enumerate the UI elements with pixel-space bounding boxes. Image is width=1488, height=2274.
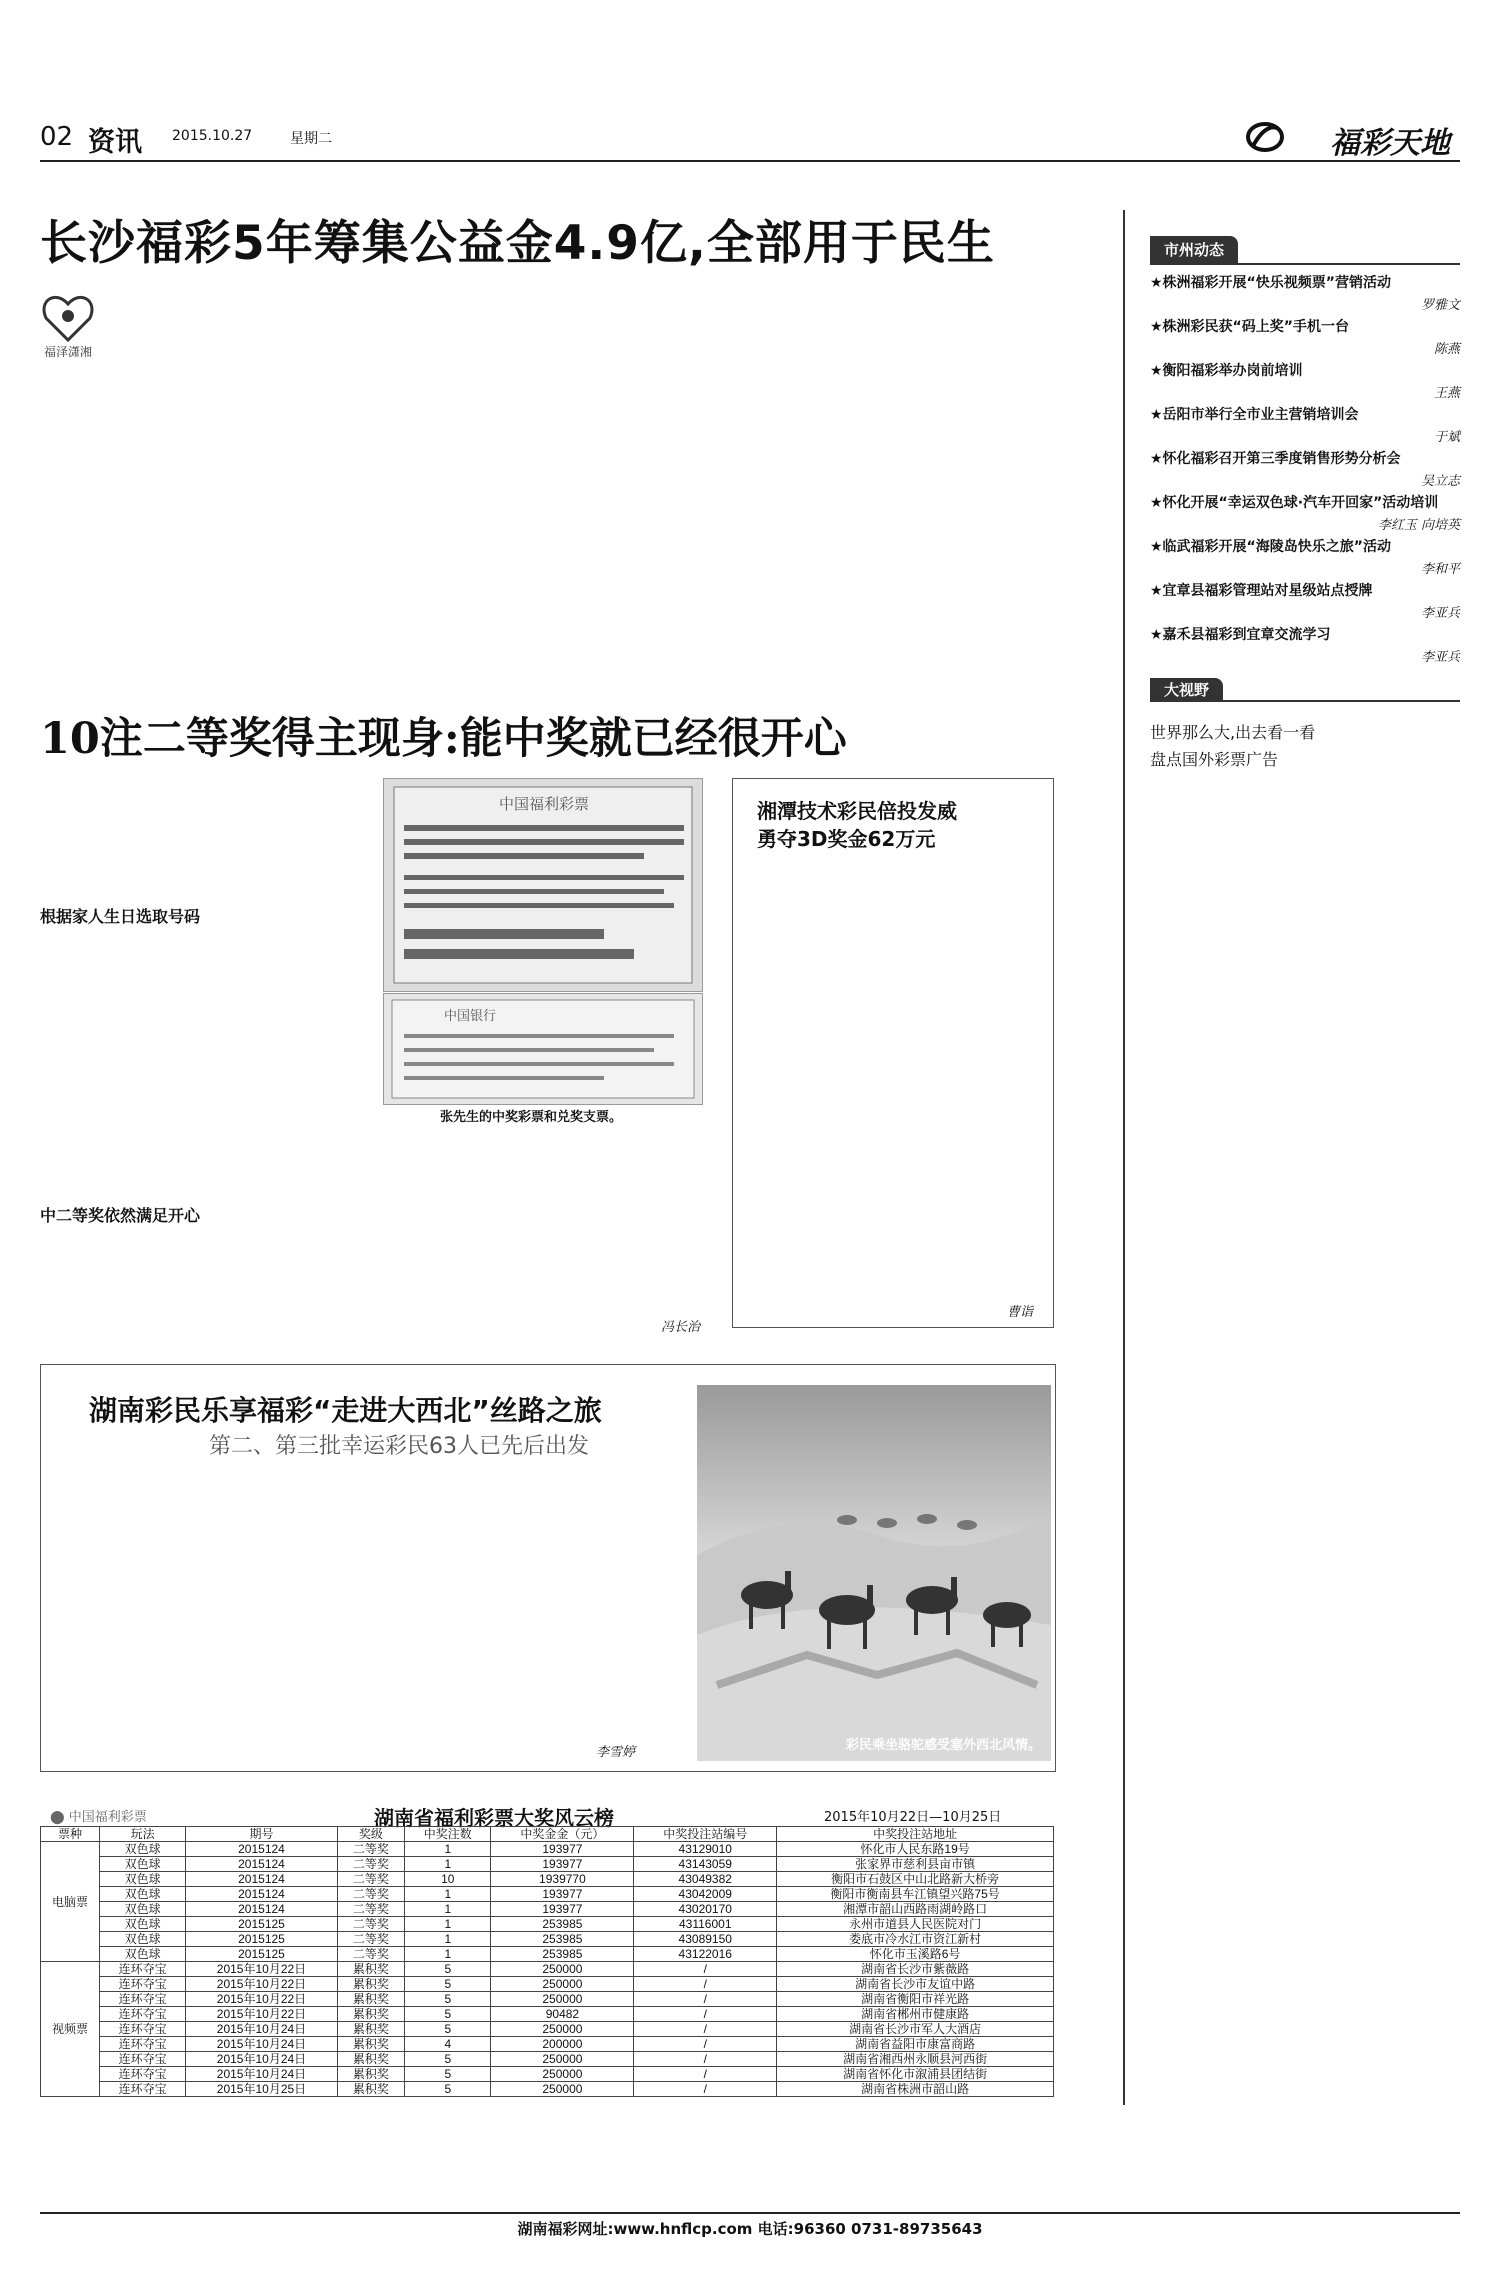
table-cell: 5 (405, 2052, 491, 2067)
table-cell: 双色球 (100, 1932, 186, 1947)
table-cell: 湖南省长沙市军人大酒店 (777, 2022, 1054, 2037)
table-cell: 2015124 (186, 1902, 337, 1917)
table-cell: 2015年10月25日 (186, 2082, 337, 2097)
table-cell: 43042009 (634, 1887, 777, 1902)
table-cell: 湖南省湘西州永顺县河西街 (777, 2052, 1054, 2067)
table-cell: 193977 (491, 1842, 634, 1857)
table-cell: 衡阳市石鼓区中山北路新大桥旁 (777, 1872, 1054, 1887)
prize-table-section (40, 1800, 1054, 2200)
table-row (41, 1962, 1054, 1977)
table-cell: 湖南省株洲市韶山路 (777, 2082, 1054, 2097)
news-item (1150, 405, 1460, 445)
table-cell: 5 (405, 1992, 491, 2007)
news-author: 于斌 (1433, 430, 1460, 445)
article3-box (732, 778, 1054, 1328)
table-cell: 1 (405, 1932, 491, 1947)
news-item (1150, 537, 1460, 577)
news-headline: ★临武福彩开展“海陵岛快乐之旅”活动 (1150, 539, 1391, 555)
table-row (41, 1992, 1054, 2007)
table-cell: 1 (405, 1917, 491, 1932)
table-cell: 2015年10月24日 (186, 2052, 337, 2067)
news-item (1150, 625, 1460, 665)
table-cell: 二等奖 (337, 1902, 405, 1917)
table-row (41, 1917, 1054, 1932)
table-cell: 43089150 (634, 1932, 777, 1947)
news-author: 李和平 (1420, 562, 1460, 577)
table-cell: 2015125 (186, 1917, 337, 1932)
table-cell: 双色球 (100, 1917, 186, 1932)
news-headline: ★株洲彩民获“码上奖”手机一台 (1150, 319, 1349, 335)
brand-name: 福彩天地 (1330, 126, 1450, 161)
news-item (1150, 273, 1460, 313)
article4-author: 李雪婷 (595, 1745, 635, 1760)
table-cell: 衡阳市衡南县车江镇望兴路75号 (777, 1887, 1054, 1902)
table-cell: / (634, 2067, 777, 2082)
svg-text:中国福利彩票: 中国福利彩票 (498, 795, 590, 813)
table-logo-icon: ⬤ (50, 1810, 69, 1825)
table-cell: 2015年10月22日 (186, 1962, 337, 1977)
brand-logo-icon (1245, 120, 1285, 154)
table-cell: 累积奖 (337, 2082, 405, 2097)
table-cell: 双色球 (100, 1872, 186, 1887)
table-cell: 湖南省长沙市友谊中路 (777, 1977, 1054, 1992)
table-cell: 43122016 (634, 1947, 777, 1962)
table-cell: 5 (405, 2022, 491, 2037)
prize-check-image (383, 993, 703, 1105)
table-cell: 1939770 (491, 1872, 634, 1887)
table-row (41, 2052, 1054, 2067)
table-cell: 1 (405, 1857, 491, 1872)
page-header (40, 118, 1460, 162)
table-cell: / (634, 2007, 777, 2022)
table-header-row (41, 1827, 1054, 1842)
table-cell: 累积奖 (337, 2037, 405, 2052)
news-headline: ★嘉禾县福彩到宜章交流学习 (1150, 627, 1331, 643)
table-cell: 二等奖 (337, 1842, 405, 1857)
table-cell: 连环夺宝 (100, 2022, 186, 2037)
article1-col3 (734, 288, 1052, 628)
table-row (41, 1947, 1054, 1962)
table-cell: 二等奖 (337, 1932, 405, 1947)
table-cell: 湖南省长沙市紫薇路 (777, 1962, 1054, 1977)
table-cell: 连环夺宝 (100, 2037, 186, 2052)
news-headline: ★怀化开展“幸运双色球·汽车开回家”活动培训 (1150, 495, 1439, 511)
article1-col2 (382, 288, 702, 628)
table-cell: 250000 (491, 1977, 634, 1992)
table-cell: 2015124 (186, 1857, 337, 1872)
table-cell: 1 (405, 1887, 491, 1902)
table-cell: 250000 (491, 1962, 634, 1977)
bigview-title1: 世界那么大,出去看一看 (1150, 723, 1316, 742)
table-row (41, 1842, 1054, 1857)
sidebar-tag2-row (1150, 679, 1460, 700)
table-cell: 2015年10月22日 (186, 1977, 337, 1992)
col-header: 期号 (186, 1827, 337, 1842)
table-cell: 累积奖 (337, 1992, 405, 2007)
table-cell: 5 (405, 2067, 491, 2082)
table-row (41, 2037, 1054, 2052)
col-header: 中奖金金（元） (491, 1827, 634, 1842)
table-cell: 2015124 (186, 1872, 337, 1887)
sidebar-tag-bigview: 大视野 (1150, 678, 1223, 702)
lottery-ticket-image (383, 778, 703, 992)
table-cell: 累积奖 (337, 2067, 405, 2082)
table-row (41, 1977, 1054, 1992)
table-cell: 43020170 (634, 1902, 777, 1917)
table-cell: / (634, 2022, 777, 2037)
table-cell: 5 (405, 1977, 491, 1992)
table-row (41, 1902, 1054, 1917)
table-cell: / (634, 1992, 777, 2007)
table-cell: 43116001 (634, 1917, 777, 1932)
news-item (1150, 317, 1460, 357)
table-cell: 湘潭市韶山西路雨湖岭路口 (777, 1902, 1054, 1917)
article2-subheading2: 中二等奖依然满足开心 (40, 1206, 201, 1225)
table-cell: 1 (405, 1842, 491, 1857)
table-row (41, 2067, 1054, 2082)
news-item (1150, 493, 1460, 533)
table-row (41, 1872, 1054, 1887)
col-header: 奖级 (337, 1827, 405, 1842)
table-cell: 1 (405, 1947, 491, 1962)
col-header: 中奖投注站地址 (777, 1827, 1054, 1842)
table-cell: 2015年10月24日 (186, 2037, 337, 2052)
table-cell: 二等奖 (337, 1947, 405, 1962)
table-cell: 二等奖 (337, 1857, 405, 1872)
table-logo: ⬤ 中国福利彩票 (50, 1810, 147, 1825)
table-cell: 累积奖 (337, 2052, 405, 2067)
table-row (41, 1887, 1054, 1902)
table-cell: 2015年10月22日 (186, 2007, 337, 2022)
table-cell: 43143059 (634, 1857, 777, 1872)
table-cell: / (634, 1962, 777, 1977)
table-cell: 5 (405, 1962, 491, 1977)
table-period: 2015年10月22日—10月25日 (824, 1810, 1002, 1825)
table-cell: 2015125 (186, 1932, 337, 1947)
news-author: 王燕 (1433, 386, 1460, 401)
table-cell: 10 (405, 1872, 491, 1887)
table-cell: 250000 (491, 2067, 634, 2082)
table-cell: 双色球 (100, 1842, 186, 1857)
table-cell: 张家界市慈利县亩市镇 (777, 1857, 1054, 1872)
sidebar-tag-city: 市州动态 (1150, 236, 1238, 263)
column-divider (1123, 210, 1125, 2105)
table-cell: 二等奖 (337, 1887, 405, 1902)
svg-text:福泽潇湘: 福泽潇湘 (43, 345, 93, 359)
image-caption: 张先生的中奖彩票和兑奖支票。 (440, 1110, 623, 1125)
table-cell: 193977 (491, 1902, 634, 1917)
ticket-type-cell: 电脑票 (41, 1842, 100, 1962)
table-cell: 二等奖 (337, 1872, 405, 1887)
table-cell: 累积奖 (337, 2007, 405, 2022)
page-footer: 湖南福彩网址:www.hnflcp.com 电话:96360 0731-89735643 (40, 2212, 1460, 2242)
table-row (41, 1857, 1054, 1872)
page-number: 02 (40, 122, 74, 152)
article4-subtitle: 第二、第三批幸运彩民63人已先后出发 (209, 1434, 589, 1459)
table-cell: 湖南省郴州市健康路 (777, 2007, 1054, 2022)
table-cell: 253985 (491, 1947, 634, 1962)
col-header: 中奖注数 (405, 1827, 491, 1842)
ticket-type-cell: 视频票 (41, 1962, 100, 2097)
article3-author: 曹诣 (1006, 1305, 1033, 1320)
table-cell: 250000 (491, 1992, 634, 2007)
table-cell: 连环夺宝 (100, 1992, 186, 2007)
table-cell: 250000 (491, 2052, 634, 2067)
table-cell: 253985 (491, 1917, 634, 1932)
welfare-seal-logo (36, 290, 100, 362)
sidebar (1150, 236, 1460, 784)
table-cell: 连环夺宝 (100, 2067, 186, 2082)
table-cell: 双色球 (100, 1902, 186, 1917)
article2-author: 冯长治 (660, 1320, 700, 1335)
news-author: 李亚兵 (1420, 606, 1460, 621)
news-item (1150, 581, 1460, 621)
article1-col1 (110, 288, 340, 628)
table-cell: 4 (405, 2037, 491, 2052)
table-title: 湖南省福利彩票大奖风云榜 (374, 1806, 614, 1830)
article2-subheading1: 根据家人生日选取号码 (40, 907, 201, 926)
table-cell: 2015年10月22日 (186, 1992, 337, 2007)
table-row (41, 2082, 1054, 2097)
news-item (1150, 449, 1460, 489)
table-cell: 250000 (491, 2022, 634, 2037)
table-cell: / (634, 1977, 777, 1992)
table-cell: 200000 (491, 2037, 634, 2052)
table-cell: 2015年10月24日 (186, 2022, 337, 2037)
table-cell: 90482 (491, 2007, 634, 2022)
sidebar-tag1-row (1150, 236, 1460, 263)
table-cell: 253985 (491, 1932, 634, 1947)
news-author: 李亚兵 (1420, 650, 1460, 665)
table-row (41, 2007, 1054, 2022)
article3-title-line2: 勇夺3D奖金62万元 (757, 827, 936, 851)
news-headline: ★岳阳市举行全市业主营销培训会 (1150, 407, 1359, 423)
table-cell: 湖南省益阳市康富商路 (777, 2037, 1054, 2052)
news-author: 罗雅文 (1420, 298, 1460, 313)
article4-box (40, 1364, 1056, 1772)
table-cell: / (634, 2037, 777, 2052)
svg-text:中国银行: 中国银行 (444, 1009, 497, 1024)
prize-table (40, 1826, 1054, 2097)
table-cell: 累积奖 (337, 2022, 405, 2037)
table-cell: 双色球 (100, 1857, 186, 1872)
city-news-list (1150, 265, 1460, 665)
bigview-title2: 盘点国外彩票广告 (1150, 750, 1279, 769)
table-cell: 怀化市人民东路19号 (777, 1842, 1054, 1857)
table-cell: 湖南省怀化市溆浦县团结街 (777, 2067, 1054, 2082)
table-cell: 5 (405, 2082, 491, 2097)
issue-date: 2015.10.27 (172, 128, 253, 144)
table-row (41, 1932, 1054, 1947)
table-cell: 连环夺宝 (100, 1962, 186, 1977)
table-cell: 250000 (491, 2082, 634, 2097)
table-cell: 连环夺宝 (100, 2082, 186, 2097)
desert-camel-photo (697, 1385, 1051, 1761)
table-cell: 双色球 (100, 1947, 186, 1962)
news-author: 吴立志 (1420, 474, 1460, 489)
table-cell: 2015124 (186, 1842, 337, 1857)
table-cell: 2015124 (186, 1887, 337, 1902)
news-headline: ★宜章县福彩管理站对星级站点授牌 (1150, 583, 1373, 599)
news-author: 陈燕 (1433, 342, 1460, 357)
table-cell: 43129010 (634, 1842, 777, 1857)
table-cell: 二等奖 (337, 1917, 405, 1932)
table-cell: 累积奖 (337, 1962, 405, 1977)
news-author: 李红玉 向培英 (1377, 518, 1460, 533)
col-header: 玩法 (100, 1827, 186, 1842)
news-item (1150, 361, 1460, 401)
table-cell: 娄底市冷水江市资江新村 (777, 1932, 1054, 1947)
table-cell: 连环夺宝 (100, 2052, 186, 2067)
photo-caption: 彩民乘坐骆驼感受塞外西北风情。 (845, 1738, 1041, 1753)
table-cell: 累积奖 (337, 1977, 405, 1992)
article2-title: 10注二等奖得主现身:能中奖就已经很开心 (40, 714, 847, 764)
table-row (41, 2022, 1054, 2037)
news-headline: ★衡阳福彩举办岗前培训 (1150, 363, 1303, 379)
news-headline: ★怀化福彩召开第三季度销售形势分析会 (1150, 451, 1401, 467)
table-cell: / (634, 2052, 777, 2067)
col-header: 票种 (41, 1827, 100, 1842)
article3-title-line1: 湘潭技术彩民倍投发威 (757, 799, 957, 823)
table-cell: 43049382 (634, 1872, 777, 1887)
article4-title: 湖南彩民乐享福彩“走进大西北”丝路之旅 (89, 1394, 602, 1427)
table-cell: 连环夺宝 (100, 2007, 186, 2022)
section-name: 资讯 (88, 127, 142, 158)
article1-title: 长沙福彩5年筹集公益金4.9亿,全部用于民生 (40, 216, 995, 271)
table-cell: 怀化市玉溪路6号 (777, 1947, 1054, 1962)
table-cell: 193977 (491, 1887, 634, 1902)
col-header: 中奖投注站编号 (634, 1827, 777, 1842)
table-cell: / (634, 2082, 777, 2097)
table-cell: 永州市道县人民医院对门 (777, 1917, 1054, 1932)
table-cell: 1 (405, 1902, 491, 1917)
table-cell: 2015125 (186, 1947, 337, 1962)
table-cell: 湖南省衡阳市祥光路 (777, 1992, 1054, 2007)
news-headline: ★株洲福彩开展“快乐视频票”营销活动 (1150, 275, 1391, 291)
weekday: 星期二 (290, 131, 332, 147)
table-cell: 5 (405, 2007, 491, 2022)
table-cell: 2015年10月24日 (186, 2067, 337, 2082)
table-cell: 193977 (491, 1857, 634, 1872)
table-cell: 连环夺宝 (100, 1977, 186, 1992)
table-cell: 双色球 (100, 1887, 186, 1902)
